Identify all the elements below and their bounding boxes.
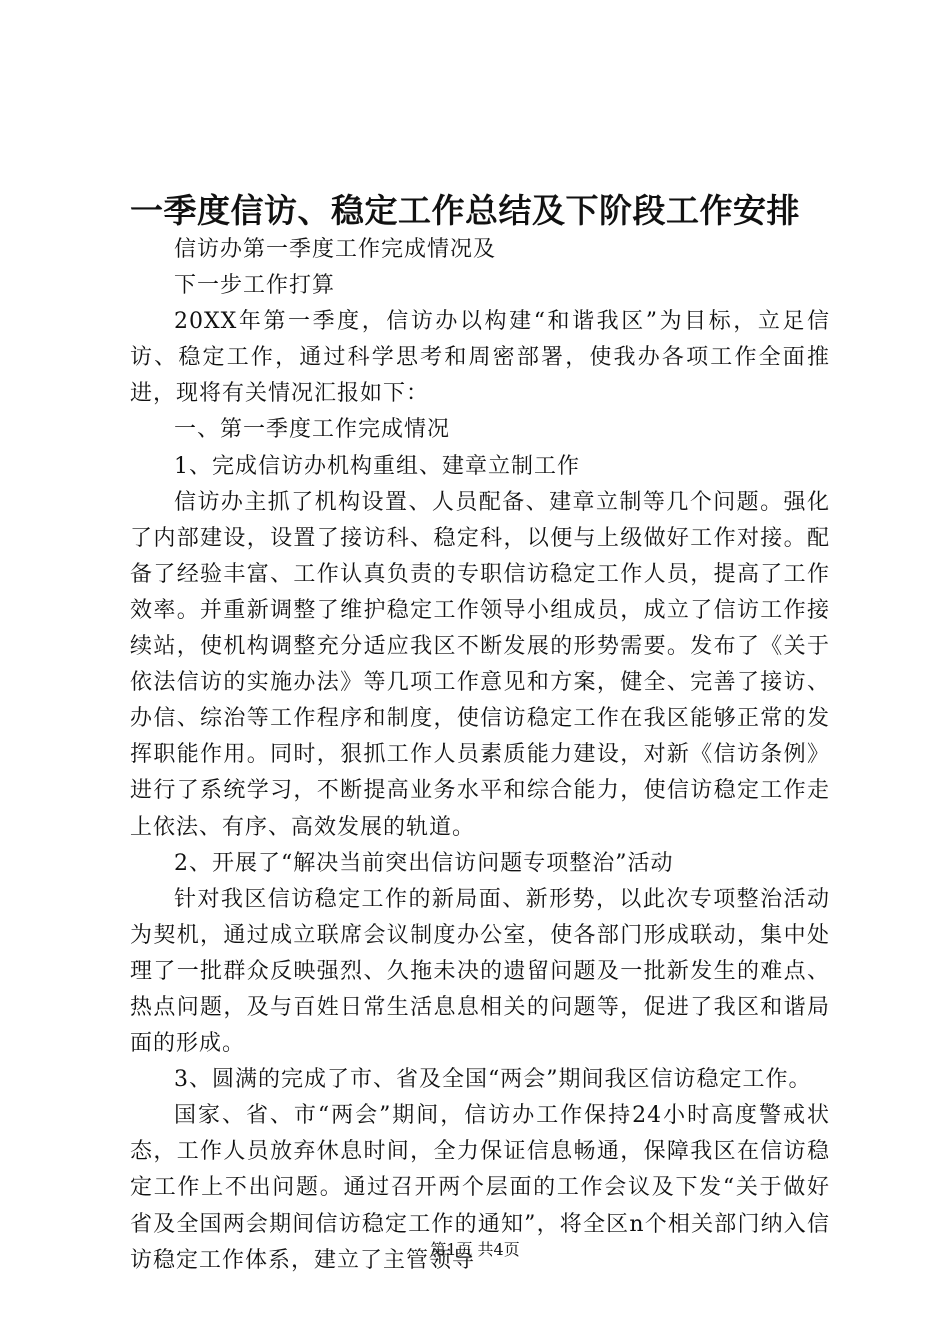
page-footer: 第1页 共4页 [430,1240,520,1259]
item-paragraph-2: 针对我区信访稳定工作的新局面、新形势，以此次专项整治活动为契机，通过成立联席会议制度办公室，使各部门形成联动，集中处理了一批群众反映强烈、久拖未决的遗留问题及一批新发生的难点、热点问题，及与百姓日常生活息息相关的问题等，促进了我区和谐局面的形成。 [130,886,830,1057]
intro-paragraph: 20XX年第一季度，信访办以构建“和谐我区”为目标，立足信访、稳定工作，通过科学思考和周密部署，使我办各项工作全面推进，现将有关情况汇报如下： [130,309,830,407]
subtitle-line-2: 下一步工作打算 [174,273,336,299]
item-heading-2: 2、开展了“解决当前突出信访问题专项整治”活动 [174,850,674,876]
document-body [130,232,830,1279]
item-paragraph-1: 信访办主抓了机构设置、人员配备、建章立制等几个问题。强化了内部建设，设置了接访科、稳定科，以便与上级做好工作对接。配备了经验丰富、工作认真负责的专职信访稳定工作人员，提高了工作效率。并重新调整了维护稳定工作领导小组成员，成立了信访工作接续站，使机构调整充分适应我区不断发展的形势需要。发布了《关于依法信访的实施办法》等几项工作意见和方案，健全、完善了接访、办信、综治等工作程序和制度，使信访稳定工作在我区能够正常的发挥职能作用。同时，狠抓工作人员素质能力建设，对新《信访条例》进行了系统学习，不断提高业务水平和综合能力，使信访稳定工作走上依法、有序、高效发展的轨道。 [130,489,830,840]
section-heading-1: 一、第一季度工作完成情况 [174,417,451,443]
item-heading-1: 1、完成信访办机构重组、建章立制工作 [174,453,580,479]
document-title: 一季度信访、稳定工作总结及下阶段工作安排 [130,191,800,230]
item-heading-3: 3、圆满的完成了市、省及全国“两会”期间我区信访稳定工作。 [174,1067,812,1093]
subtitle-line-1: 信访办第一季度工作完成情况及 [174,237,497,262]
item-paragraph-3: 国家、省、市“两会”期间，信访办工作保持24小时高度警戒状态，工作人员放弃休息时间，全力保证信息畅通，保障我区在信访稳定工作上不出问题。通过召开两个层面的工作会议及下发“关于做好省及全国两会期间信访稳定工作的通知”，将全区n个相关部门纳入信访稳定工作体系，建立了主管领导 [130,1103,830,1273]
